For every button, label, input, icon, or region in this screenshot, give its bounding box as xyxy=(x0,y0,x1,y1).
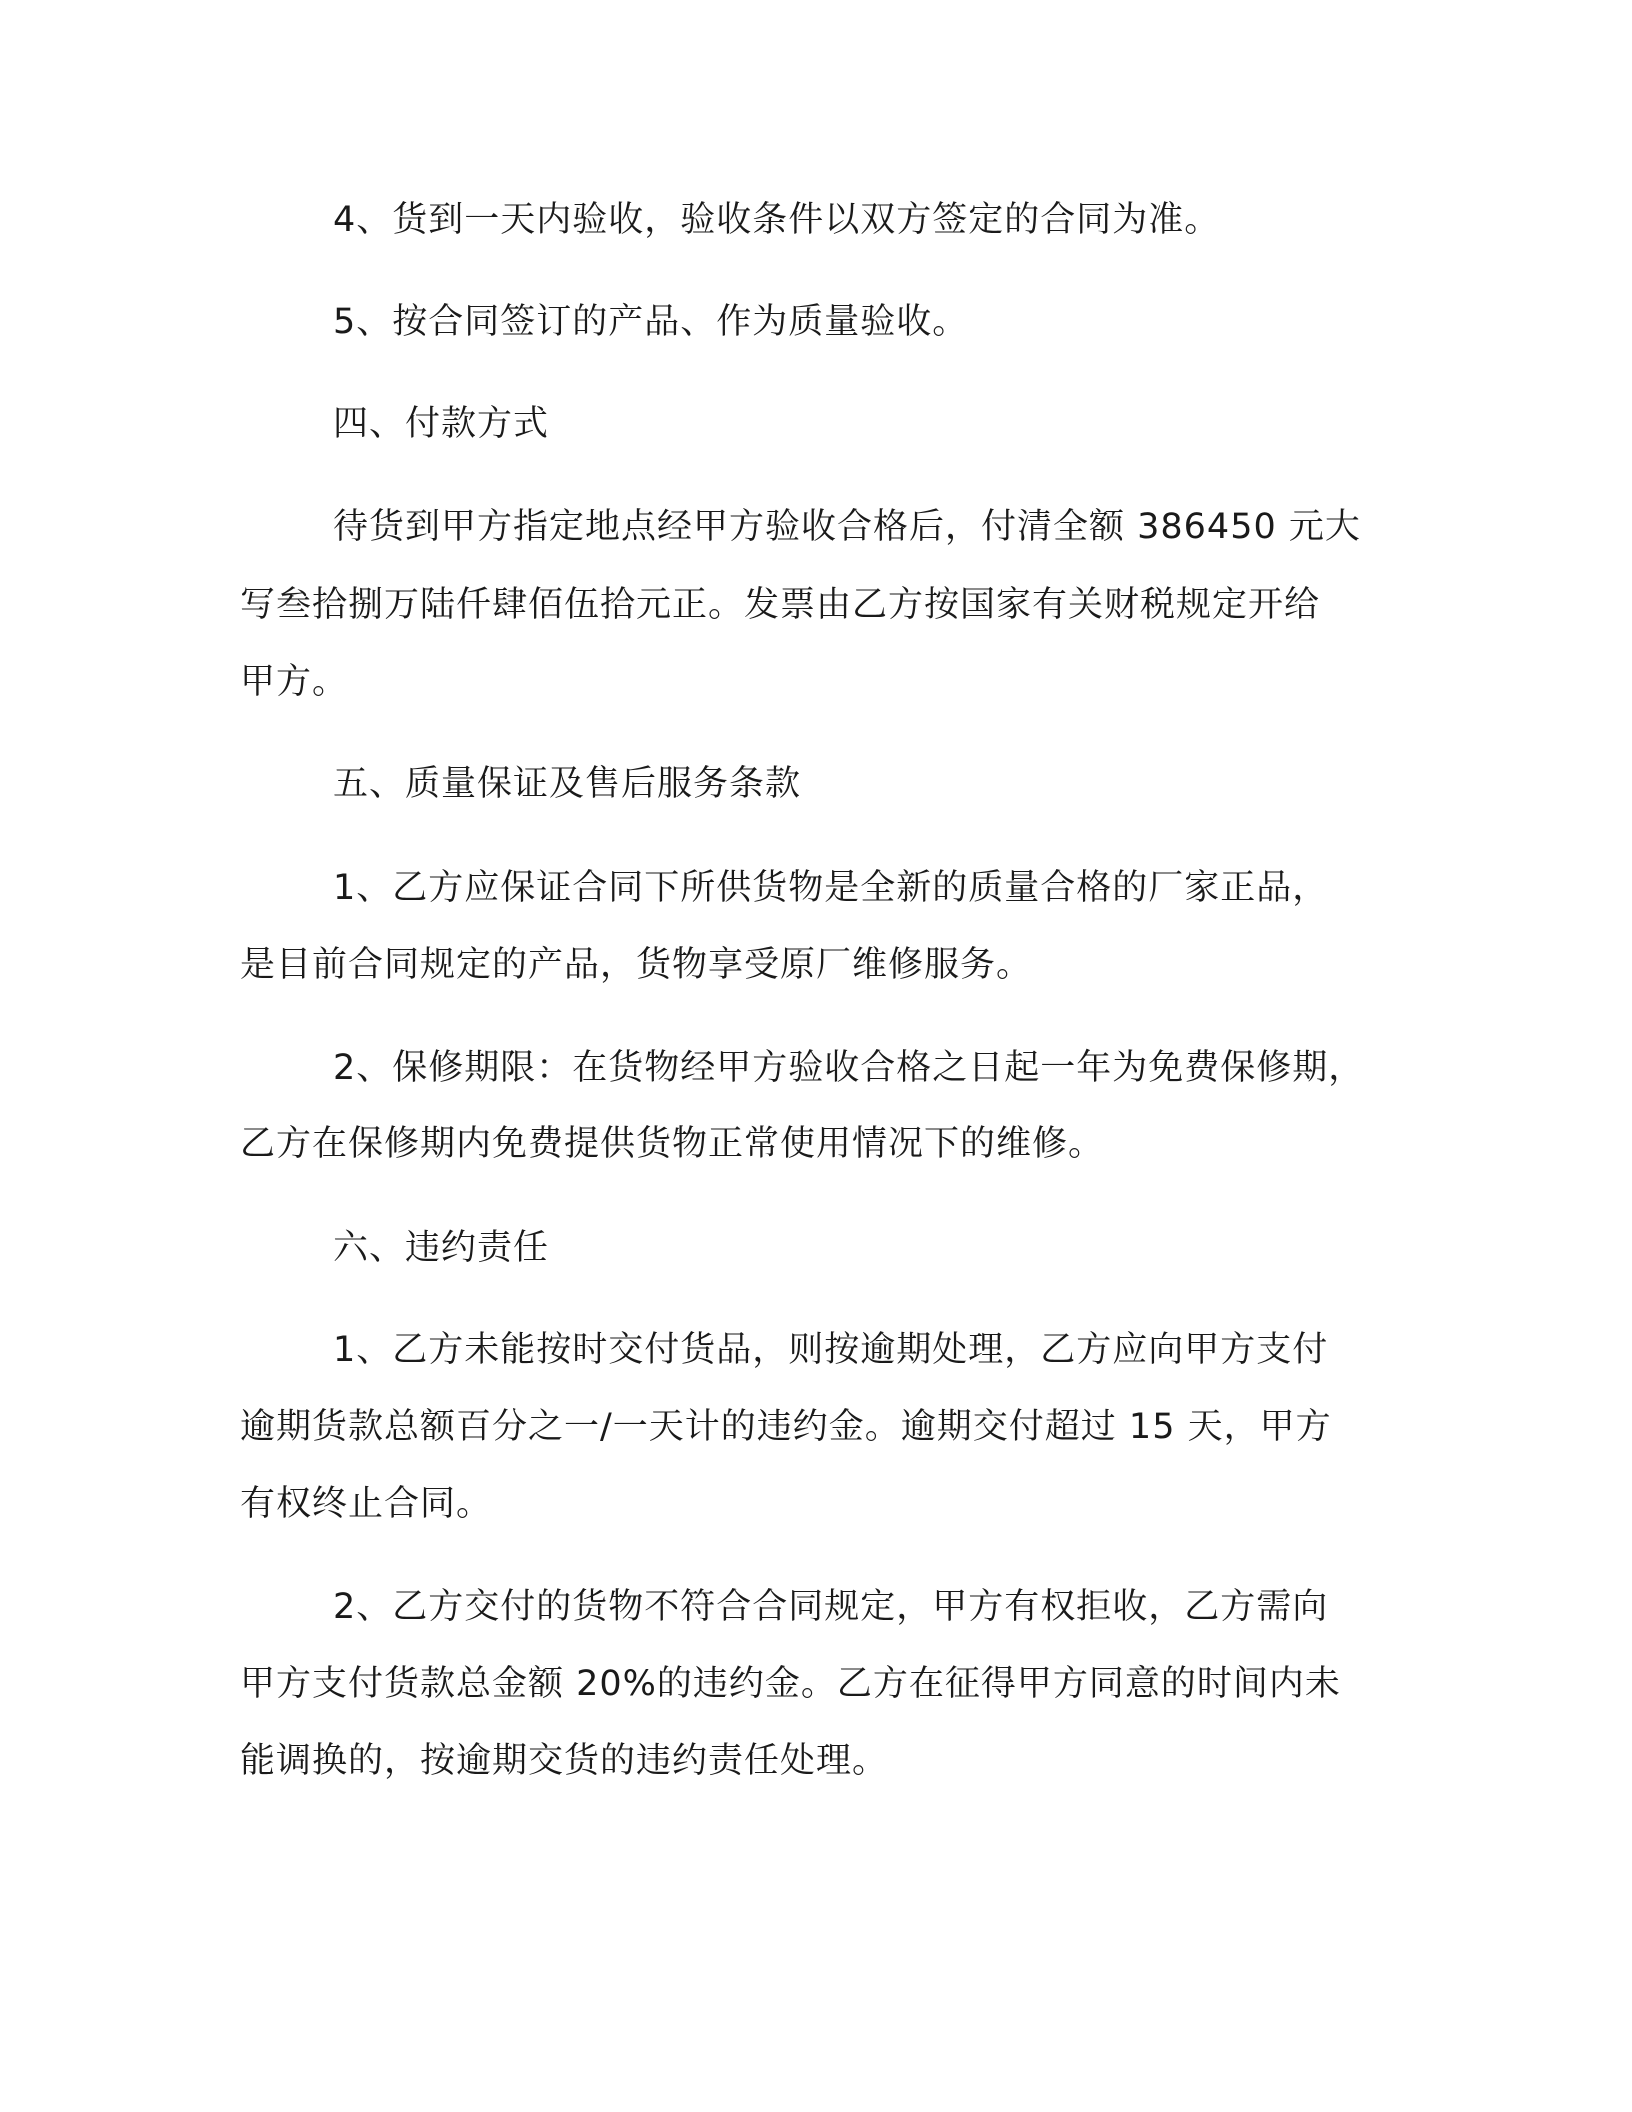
payment-terms-line-3: 甲方。 xyxy=(240,662,349,702)
acceptance-item-5-line-1: 5、按合同签订的产品、作为质量验收。 xyxy=(333,302,969,342)
liability-item-1-line-3: 有权终止合同。 xyxy=(240,1484,493,1524)
section-5-heading: 五、质量保证及售后服务条款 xyxy=(333,764,802,804)
section-4-heading: 四、付款方式 xyxy=(333,404,550,444)
liability-item-1-line-2: 逾期货款总额百分之一/一天计的违约金。逾期交付超过 15 天，甲方 xyxy=(240,1407,1332,1447)
payment-terms-line-2: 写叁拾捌万陆仟肆佰伍拾元正。发票由乙方按国家有关财税规定开给 xyxy=(240,585,1321,625)
liability-item-2-line-2: 甲方支付货款总金额 20%的违约金。乙方在征得甲方同意的时间内未 xyxy=(240,1664,1341,1704)
warranty-item-1-line-2: 是目前合同规定的产品，货物享受原厂维修服务。 xyxy=(240,945,1033,985)
payment-terms-line-1: 待货到甲方指定地点经甲方验收合格后，付清全额 386450 元大 xyxy=(333,507,1361,547)
liability-item-2-line-1: 2、乙方交付的货物不符合合同规定，甲方有权拒收，乙方需向 xyxy=(333,1587,1329,1627)
liability-item-2-line-3: 能调换的，按逾期交货的违约责任处理。 xyxy=(240,1741,889,1781)
warranty-item-2-line-1: 2、保修期限：在货物经甲方验收合格之日起一年为免费保修期， xyxy=(333,1048,1365,1088)
warranty-item-1-line-1: 1、乙方应保证合同下所供货物是全新的质量合格的厂家正品， xyxy=(333,868,1329,908)
acceptance-item-4-line-1: 4、货到一天内验收，验收条件以双方签定的合同为准。 xyxy=(333,200,1221,240)
warranty-item-2-line-2: 乙方在保修期内免费提供货物正常使用情况下的维修。 xyxy=(240,1124,1105,1164)
liability-item-1-line-1: 1、乙方未能按时交付货品，则按逾期处理，乙方应向甲方支付 xyxy=(333,1330,1329,1370)
section-6-heading: 六、违约责任 xyxy=(333,1228,550,1268)
